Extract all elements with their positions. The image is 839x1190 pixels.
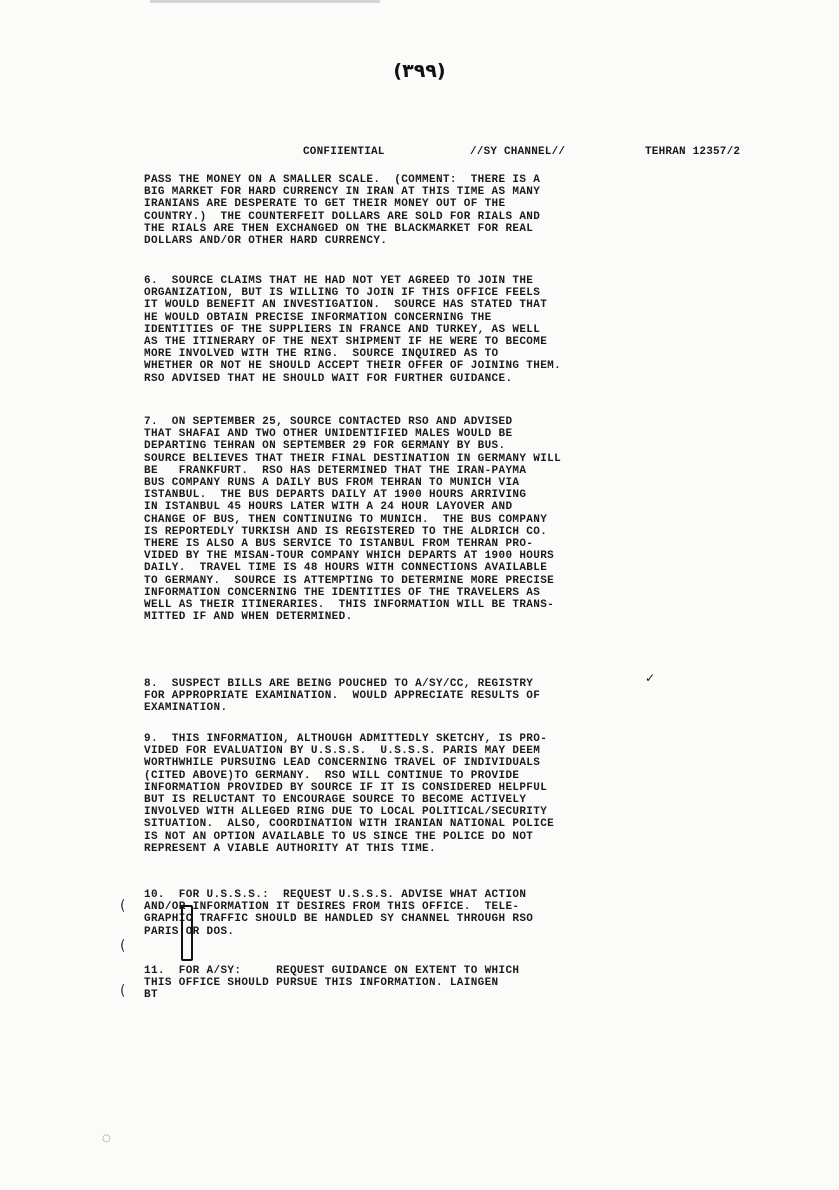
paragraph-6: 6. SOURCE CLAIMS THAT HE HAD NOT YET AGREED TO JOIN THE ORGANIZATION, BUT IS WILLING TO JOIN IF THIS OFFICE FEELS IT WOULD BENEFIT AN INVESTIGATION. SOURCE HAS STATED THAT HE WOULD OBTAIN PRECISE INFORMATION CONCERNING THE IDENTITIES OF THE SUPPLIERS IN FRANCE AND TURKEY, AS WELL AS THE ITINERARY OF THE NEXT SHIPMENT IF HE WERE TO BECOME MORE INVOLVED WITH THE RING. SOURCE INQUIRED AS TO WHETHER OR NOT HE SHOULD ACCEPT THEIR OFFER OF JOINING THEM. RSO ADVISED THAT HE SHOULD WAIT FOR FURTHER GUIDANCE.	[144, 275, 562, 385]
paragraph-7: 7. ON SEPTEMBER 25, SOURCE CONTACTED RSO AND ADVISED THAT SHAFAI AND TWO OTHER UNIDENTIFIED MALES WOULD BE DEPARTING TEHRAN ON SEPTEMBER 29 FOR GERMANY BY BUS. SOURCE BELIEVES THAT THEIR FINAL DESTINATION IN GERMANY WILL BE FRANKFURT. RSO HAS DETERMINED THAT THE IRAN-PAYMA BUS COMPANY RUNS A DAILY BUS FROM TEHRAN TO MUNICH VIA ISTANBUL. THE BUS DEPARTS DAILY AT 1900 HOURS ARRIVING IN ISTANBUL 45 HOURS LATER WITH A 24 HOUR LAYOVER AND CHANGE OF BUS, THEN CONTINUING TO MUNICH. THE BUS COMPANY IS REPORTEDLY TURKISH AND IS REGISTERED TO THE ALDRICH CO. THERE IS ALSO A BUS SERVICE TO ISTANBUL FROM TEHRAN PRO- VIDED BY THE MISAN-TOUR COMPANY WHICH DEPARTS AT 1900 HOURS DAILY. TRAVEL TIME IS 48 HOURS WITH CONNECTIONS AVAILABLE TO GERMANY. SOURCE IS ATTEMPTING TO DETERMINE MORE PRECISE INFORMATION CONCERNING THE IDENTITIES OF THE TRAVELERS AS WELL AS THEIR ITINERARIES. THIS INFORMATION WILL BE TRANS- MITTED IF AND WHEN DETERMINED.	[144, 416, 562, 624]
channel-label: //SY CHANNEL//	[470, 146, 566, 158]
message-reference: TEHRAN 12357/2	[645, 146, 741, 158]
margin-parenthesis: (	[120, 898, 126, 914]
margin-parenthesis: (	[120, 983, 126, 999]
check-mark-icon: ✓	[645, 671, 656, 685]
scan-smudge	[150, 0, 380, 3]
paragraph-10: 10. FOR U.S.S.S.: REQUEST U.S.S.S. ADVISE WHAT ACTION AND/OR INFORMATION IT DESIRES FROM THIS OFFICE. TELE- GRAPHIC TRAFFIC SHOULD BE HANDLED SY CHANNEL THROUGH RSO PARIS OR DOS.	[144, 889, 534, 938]
paragraph-8: 8. SUSPECT BILLS ARE BEING POUCHED TO A/SY/CC, REGISTRY FOR APPROPRIATE EXAMINATION. WOULD APPRECIATE RESULTS OF EXAMINATION.	[144, 678, 541, 715]
paragraph-9: 9. THIS INFORMATION, ALTHOUGH ADMITTEDLY SKETCHY, IS PRO- VIDED FOR EVALUATION BY U.S.S.S. U.S.S.S. PARIS MAY DEEM WORTHWHILE PURSUING LEAD CONCERNING TRAVEL OF INDIVIDUALS (CITED ABOVE)TO GERMANY. RSO WILL CONTINUE TO PROVIDE INFORMATION PROVIDED BY SOURCE IF IT IS CONSIDERED HELPFUL BUT IS RELUCTANT TO ENCOURAGE SOURCE TO BECOME ACTIVELY INVOLVED WITH ALLEGED RING DUE TO LOCAL POLITICAL/SECURITY SITUATION. ALSO, COORDINATION WITH IRANIAN NATIONAL POLICE IS NOT AN OPTION AVAILABLE TO US SINCE THE POLICE DO NOT REPRESENT A VIABLE AUTHORITY AT THIS TIME.	[144, 733, 555, 855]
handwritten-bracket	[181, 905, 193, 961]
paragraph-continuation: PASS THE MONEY ON A SMALLER SCALE. (COMMENT: THERE IS A BIG MARKET FOR HARD CURRENCY IN IRAN AT THIS TIME AS MANY IRANIANS ARE DESPERATE TO GET THEIR MONEY OUT OF THE COUNTRY.) THE COUNTERFEIT DOLLARS ARE SOLD FOR RIALS AND THE RIALS ARE THEN EXCHANGED ON THE BLACKMARKET FOR REAL DOLLARS AND/OR OTHER HARD CURRENCY.	[144, 174, 541, 248]
margin-parenthesis: (	[120, 938, 126, 954]
classification-label: CONFIIENTIAL	[303, 146, 385, 158]
margin-dot-icon: ○	[102, 1133, 111, 1144]
page-number: (٣٩٩)	[393, 60, 446, 82]
paragraph-11: 11. FOR A/SY: REQUEST GUIDANCE ON EXTENT TO WHICH THIS OFFICE SHOULD PURSUE THIS INFORMATION. LAINGEN BT	[144, 965, 520, 1002]
